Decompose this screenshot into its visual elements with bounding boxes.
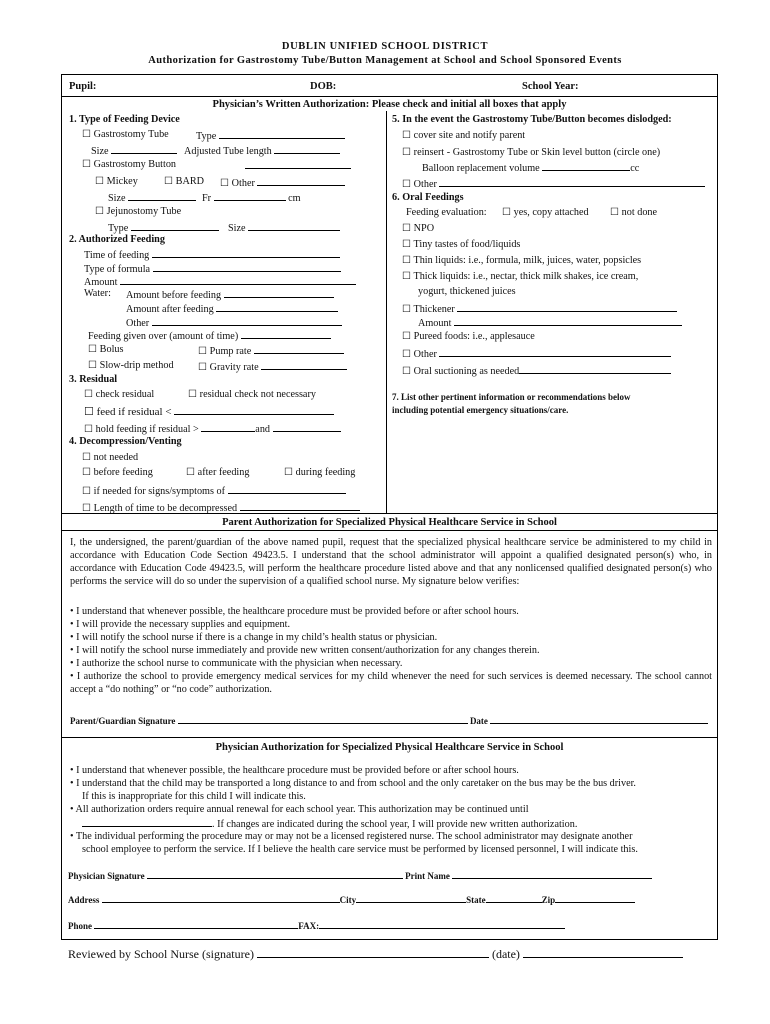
physician-bullet: • I understand that the child may be transported a long distance to and from school and the only caretaker on the bus may be the bus driver. — [70, 778, 636, 789]
physician-bullet-cont: school employee to perform the service. If I believe the health care service must be performed by licensed personnel, I will indicate this. — [82, 844, 638, 855]
feed-if-residual-field[interactable]: ☐ feed if residual < — [84, 404, 334, 419]
form-frame — [61, 74, 718, 940]
thin-liquids-checkbox[interactable]: ☐ Thin liquids: i.e., formula, milk, juices, water, popsicles — [402, 255, 642, 266]
formula-field[interactable]: Type of formula — [84, 261, 341, 276]
tiny-tastes-checkbox[interactable]: ☐ Tiny tastes of food/liquids — [402, 239, 521, 250]
other-field[interactable]: ☐ Other — [220, 175, 345, 190]
time-of-feeding-field[interactable]: Time of feeding — [84, 247, 340, 262]
section-7-title: 7. List other pertinent information or recommendations below — [392, 392, 631, 402]
pureed-foods-checkbox[interactable]: ☐ Pureed foods: i.e., applesauce — [402, 331, 535, 342]
check-residual-checkbox[interactable]: ☐ check residual — [84, 389, 155, 400]
gravity-rate-field[interactable]: ☐ Gravity rate — [198, 359, 347, 374]
hold-feeding-field[interactable]: ☐ hold feeding if residual > and — [84, 421, 341, 436]
water-label: Water: — [84, 288, 111, 299]
before-feeding-checkbox[interactable]: ☐ before feeding — [82, 467, 153, 478]
jtube-size-field[interactable]: Size — [228, 220, 340, 235]
district-name: DUBLIN UNIFIED SCHOOL DISTRICT — [281, 41, 489, 52]
pupil-label[interactable]: Pupil: — [69, 81, 97, 92]
bolus-checkbox[interactable]: ☐ Bolus — [88, 344, 124, 355]
jejunostomy-checkbox[interactable]: ☐ Jejunostomy Tube — [95, 206, 182, 217]
evaluation-yes-checkbox[interactable]: ☐ yes, copy attached — [502, 207, 589, 218]
parent-bullet: • I authorize the school to provide emergency medical services for my child whenever the need for such services is deemed necessary. The school cannot accept a “do nothing” or “no code” authorization. — [70, 671, 712, 695]
decompress-length-field[interactable]: ☐ Length of time to be decompressed — [82, 500, 360, 515]
column-divider — [386, 111, 387, 513]
section-5-title: 5. In the event the Gastrostomy Tube/Button becomes dislodged: — [392, 114, 672, 125]
npo-checkbox[interactable]: ☐ NPO — [402, 223, 435, 234]
water-after-field[interactable]: Amount after feeding — [126, 301, 338, 316]
divider — [62, 96, 717, 97]
parent-bullet: • I will provide the necessary supplies and equipment. — [70, 619, 290, 630]
divider — [62, 513, 717, 514]
during-feeding-checkbox[interactable]: ☐ during feeding — [284, 467, 356, 478]
physician-bullet: • The individual performing the procedure may or may not be a licensed registered nurse. The school administrator may designate another — [70, 831, 633, 842]
cover-site-checkbox[interactable]: ☐ cover site and notify parent — [402, 130, 526, 141]
form-title: Authorization for Gastrostomy Tube/Button Management at School and School Sponsored Events — [148, 55, 622, 66]
physician-bullet: • All authorization orders require annual renewal for each school year. This authorization may be continued until — [70, 804, 529, 815]
parent-section-title: Parent Authorization for Specialized Physical Healthcare Service in School — [222, 517, 557, 528]
oral-other-field[interactable]: ☐ Other — [402, 346, 671, 361]
feeding-evaluation-label: Feeding evaluation: — [406, 207, 487, 218]
section-1-title: 1. Type of Feeding Device — [69, 114, 180, 125]
thick-liquids-cont: yogurt, thickened juices — [418, 286, 516, 297]
section-6-title: 6. Oral Feedings — [392, 192, 464, 203]
mickey-checkbox[interactable]: ☐ Mickey — [95, 176, 138, 187]
gbutton-line[interactable] — [245, 158, 351, 173]
address-field[interactable]: Address City State Zip — [68, 892, 635, 907]
physician-bullet: • I understand that whenever possible, the healthcare procedure must be provided before or after school hours. — [70, 765, 519, 776]
after-feeding-checkbox[interactable]: ☐ after feeding — [186, 467, 250, 478]
school-year-label[interactable]: School Year: — [522, 81, 579, 92]
no-residual-check-checkbox[interactable]: ☐ residual check not necessary — [188, 389, 316, 400]
physician-signature-field[interactable]: Physician Signature Print Name — [68, 868, 652, 883]
reinsert-checkbox[interactable]: ☐ reinsert - Gastrostomy Tube or Skin level button (circle one) — [402, 147, 661, 158]
jtube-type-field[interactable]: Type — [108, 220, 219, 235]
gbutton-checkbox[interactable]: ☐ Gastrostomy Button — [82, 159, 177, 170]
slow-drip-checkbox[interactable]: ☐ Slow-drip method — [88, 360, 174, 371]
adjusted-length-field[interactable]: Adjusted Tube length — [184, 143, 340, 158]
nurse-review-field[interactable]: Reviewed by School Nurse (signature) (date) — [68, 945, 683, 961]
oral-suctioning-checkbox[interactable]: ☐ Oral suctioning as needed — [402, 363, 671, 378]
type-field[interactable]: Type — [196, 128, 345, 143]
evaluation-not-done-checkbox[interactable]: ☐ not done — [610, 207, 658, 218]
physician-section-title: Physician Authorization for Specialized Physical Healthcare Service in School — [215, 742, 564, 753]
pump-rate-field[interactable]: ☐ Pump rate — [198, 343, 344, 358]
section-7-subtitle: including potential emergency situations/care. — [392, 405, 569, 415]
thick-liquids-checkbox[interactable]: ☐ Thick liquids: i.e., nectar, thick milk shakes, ice cream, — [402, 271, 639, 282]
if-needed-field[interactable]: ☐ if needed for signs/symptoms of — [82, 483, 346, 498]
parent-statement: I, the undersigned, the parent/guardian of the above named pupil, request that the specialized physical healthcare service be administered to my child in accordance with Education Code Section 49423.5. I understand that the school administrator will appoint a qualified designated person(s) who, in accordance with Education Code 49423.5, will perform the healthcare procedure listed above and that any nonlicensed qualified designated person(s) who performs the service will do so under the supervision of a qualified school nurse. My signature below verifies: — [70, 537, 712, 587]
section-4-title: 4. Decompression/Venting — [69, 436, 182, 447]
parent-bullet: • I will notify the school nurse if there is a change in my child’s health status or physician. — [70, 632, 438, 643]
renewal-date-field[interactable]: . If changes are indicated during the school year, I will provide new written authorization. — [82, 816, 577, 831]
parent-signature-field[interactable]: Parent/Guardian Signature Date — [70, 713, 708, 728]
water-other-field[interactable]: Other — [126, 315, 342, 330]
parent-bullet: • I understand that whenever possible, the healthcare procedure must be provided before or after school hours. — [70, 606, 519, 617]
bard-checkbox[interactable]: ☐ BARD — [164, 176, 204, 187]
feeding-duration-field[interactable]: Feeding given over (amount of time) — [88, 328, 331, 343]
physician-bullet-cont: If this is inappropriate for this child I will indicate this. — [82, 791, 306, 802]
physician-written-heading: Physician’s Written Authorization: Please check and initial all boxes that apply — [212, 99, 567, 110]
phone-fax-field[interactable]: Phone FAX: — [68, 918, 565, 933]
balloon-volume-field[interactable]: Balloon replacement volume cc — [422, 160, 639, 175]
water-before-field[interactable]: Amount before feeding — [126, 287, 334, 302]
parent-bullet: • I will notify the school nurse immediately and provide new written consent/authorization for any changes therein. — [70, 645, 540, 656]
not-needed-checkbox[interactable]: ☐ not needed — [82, 452, 139, 463]
thickener-field[interactable]: ☐ Thickener — [402, 301, 677, 316]
section-2-title: 2. Authorized Feeding — [69, 234, 165, 245]
divider — [62, 737, 717, 738]
parent-bullet: • I authorize the school nurse to communicate with the physician when necessary. — [70, 658, 403, 669]
size-field[interactable]: Size — [91, 143, 177, 158]
divider — [62, 530, 717, 531]
dislodged-other-field[interactable]: ☐ Other — [402, 176, 705, 191]
fr-field[interactable]: Fr cm — [202, 190, 301, 205]
amount-field[interactable]: Amount — [84, 274, 356, 289]
section-3-title: 3. Residual — [69, 374, 118, 385]
button-size-field[interactable]: Size — [108, 190, 196, 205]
dob-label[interactable]: DOB: — [310, 81, 337, 92]
gtube-checkbox[interactable]: ☐ Gastrostomy Tube — [82, 129, 169, 140]
thickener-amount-field[interactable]: Amount — [418, 315, 682, 330]
